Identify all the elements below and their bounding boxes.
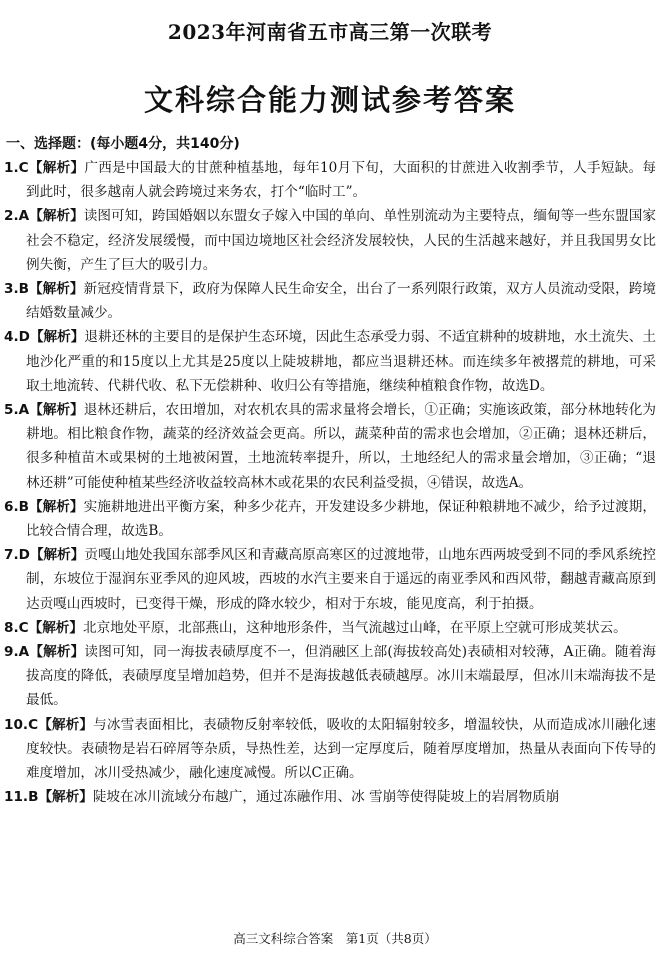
question-number: 3. [4,281,19,298]
analysis-tag: 【解析】 [29,208,84,225]
analysis-tag: 【解析】 [29,281,84,298]
analysis-tag: 【解析】 [28,160,85,176]
question-number: 11. [4,789,29,806]
analysis-text: 读图可知，跨国婚姻以东盟女子嫁入中国的单向、单性别流动为主要特点，缅甸等一些东盟国家社会不稳定，经济发展缓慢，而中国边境地区社会经济发展较快，人民的生活越来越好，并且我国男女比例失衡，产生了巨大的吸引力。 [26,208,657,273]
question-number: 1. [4,160,19,176]
answer-option: D [18,547,30,564]
answer-option: B [28,789,39,806]
answer-list [4,156,656,809]
question-number: 2. [4,208,19,225]
answer-option: A [18,208,30,225]
answer-item [4,495,656,543]
document-title: 文科综合能力测试参考答案 [143,83,516,117]
analysis-text: 实施耕地进出平衡方案，种多少花卉，开发建设多少耕地，保证种粮耕地不减少，给予过渡期，比较合情合理，故选B。 [26,498,657,540]
section-heading: 一、选择题：(每小题4分，共140分) [6,136,240,152]
analysis-tag: 【解析】 [29,329,85,346]
question-number: 7. [4,547,19,564]
question-number: 8. [4,619,19,636]
answer-item [4,616,656,640]
question-number: 9. [4,644,19,661]
analysis-text: 陡坡在冰川流域分布越广，通过冻融作用、冰 雪崩等使得陡坡上的岩屑物质崩 [92,789,560,806]
analysis-tag: 【解析】 [38,789,93,806]
question-number: 5. [4,402,19,419]
analysis-tag: 【解析】 [29,498,84,515]
analysis-text: 读图可知，同一海拔表碛厚度不一，但消融区上部(海拔较高处)表碛相对较薄，A正确。随着海拔高度的降低，表碛厚度呈增加趋势，但并不是海拔越低表碛越厚。冰川末端最厚，但冰川末端海拔不是最低。 [26,644,657,709]
question-number: 6. [4,498,19,515]
answer-item [4,204,656,277]
answer-item [4,785,656,809]
analysis-text: 广西是中国最大的甘蔗种植基地，每年10月下旬，大面积的甘蔗进入收割季节，人手短缺。每到此时，很多越南人就会跨境过来务农，打个“临时工”。 [26,160,657,201]
answer-option: B [18,281,29,298]
answer-option: C [18,619,29,636]
answer-option: A [18,644,30,661]
analysis-text: 退耕还林的主要目的是保护生态环境，因此生态承受力弱、不适宜耕种的坡耕地，水土流失、土地沙化严重的和15度以上尤其是25度以上陡坡耕地，都应当退耕还林。而连续多年被撂荒的耕地，可采取土地流转、代耕代收、私下无偿耕种、收归公有等措施，继续种植粮食作物，故选D。 [26,329,657,394]
analysis-text: 北京地处平原，北部燕山，这种地形条件，当气流越过山峰，在平原上空就可形成荚状云。 [82,619,627,636]
analysis-text: 贡嘎山地处我国东部季风区和青藏高原高寒区的过渡地带，山地东西两坡受到不同的季风系统控制，东坡位于湿润东亚季风的迎风坡，西坡的水汽主要来自于遥远的南亚季风和西风带，翻越青藏高原到达贡嘎山西坡时，已变得干燥，形成的降水较少，相对于东坡，能见度高，利于拍摄。 [26,547,657,612]
answer-option: C [18,160,29,176]
answer-item [4,277,656,325]
answer-item [4,398,656,495]
answer-option: A [18,402,30,419]
page-footer: 高三文科综合答案 第1页（共8页） [233,931,437,946]
answer-option: D [18,329,30,346]
analysis-tag: 【解析】 [29,644,85,661]
answer-item [4,156,656,204]
question-number: 4. [4,329,19,346]
answer-option: B [18,498,29,515]
exam-title: 2023年河南省五市高三第一次联考 [167,20,493,44]
answer-option: C [28,716,39,733]
analysis-tag: 【解析】 [38,716,94,733]
answer-item [4,543,656,616]
analysis-text: 与冰雪表面相比，表碛物反射率较低，吸收的太阳辐射较多，增温较快，从而造成冰川融化速度较快。表碛物是岩石碎屑等杂质，导热性差，达到一定厚度后，随着厚度增加，热量从表面向下传导的难度增加，冰川受热减少，融化速度减慢。所以C正确。 [26,716,657,782]
analysis-tag: 【解析】 [28,619,83,636]
question-number: 10. [4,716,29,733]
answer-item [4,713,656,786]
analysis-tag: 【解析】 [29,402,84,419]
answer-item [4,640,656,713]
analysis-text: 退林还耕后，农田增加，对农机农具的需求量将会增长，①正确；实施该政策，部分林地转化为耕地。相比粮食作物，蔬菜的经济效益会更高。所以，蔬菜种苗的需求也会增加，②正确；退林还耕后，很多种植苗木或果树的土地被闲置，土地流转率提升，所以，土地经纪人的需求量会增加，③正确；“退林还耕”可能使种植某些经济收益较高林木或花果的农民利益受损，④错误，故选A。 [26,402,657,491]
answer-item [4,325,656,398]
analysis-text: 新冠疫情背景下，政府为保障人民生命安全，出台了一系列限行政策，双方人员流动受限，跨境结婚数量减少。 [26,281,657,322]
analysis-tag: 【解析】 [29,547,85,564]
